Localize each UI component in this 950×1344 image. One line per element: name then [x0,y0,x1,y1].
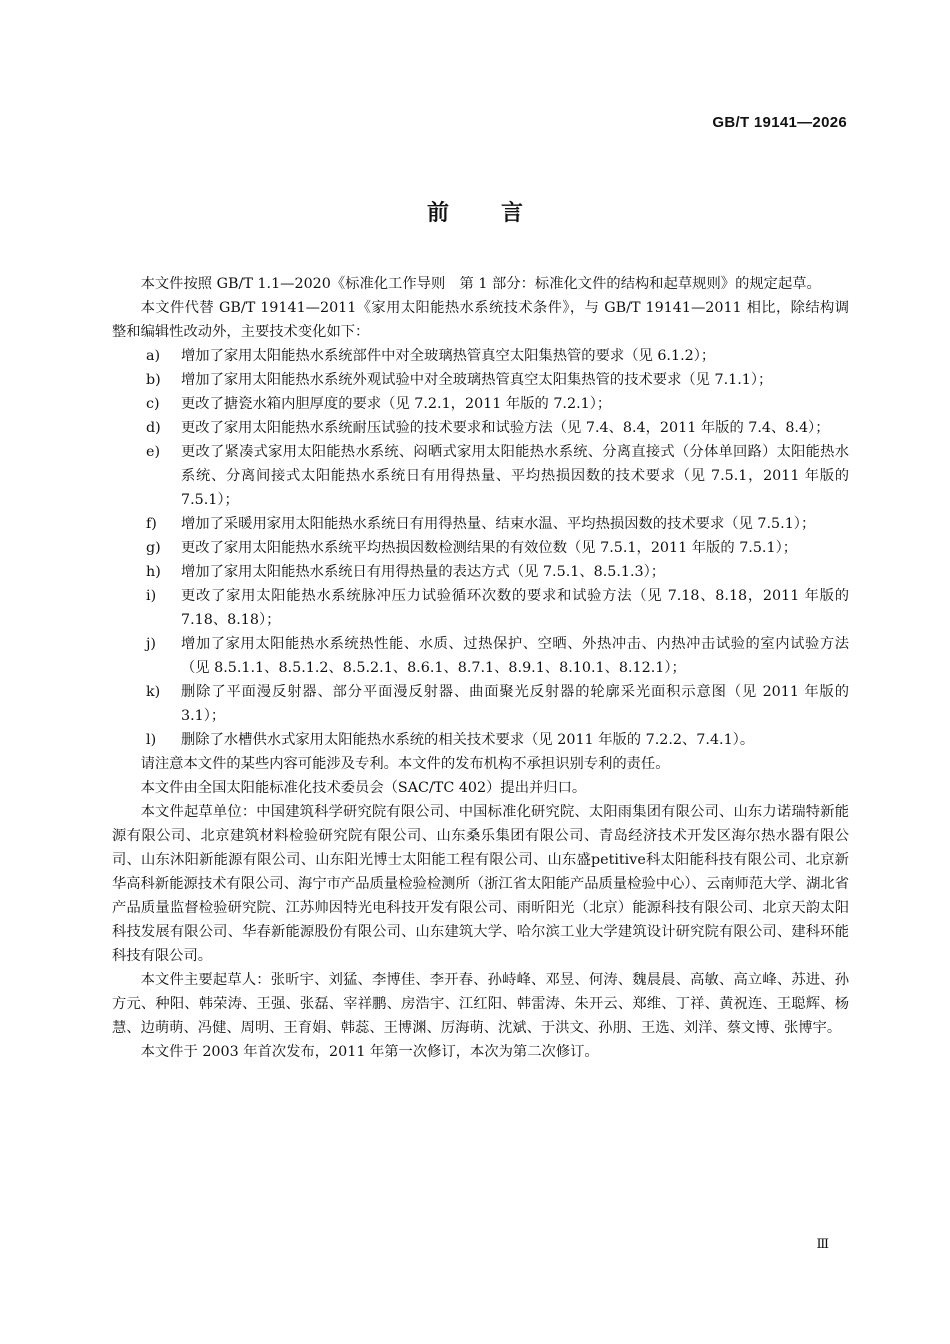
paragraph-history: 本文件于 2003 年首次发布，2011 年第一次修订，本次为第二次修订。 [140,1044,599,1060]
list-text: 更改了家用太阳能热水系统脉冲压力试验循环次数的要求和试验方法（见 7.18、8.18，2011 年版的 7.18、8.18）； [181,588,849,628]
list-text: 增加了家用太阳能热水系统外观试验中对全玻璃热管真空太阳集热管的技术要求（见 7.1.1）； [181,372,773,388]
list-text: 增加了家用太阳能热水系统日有用得热量的表达方式（见 7.5.1、8.5.1.3）； [181,564,666,580]
list-item [112,512,849,536]
list-text: 更改了搪瓷水箱内胆厚度的要求（见 7.2.1，2011 年版的 7.2.1）； [181,396,612,412]
paragraph-drafting-units: 本文件起草单位：中国建筑科学研究院有限公司、中国标准化研究院、太阳雨集团有限公司、山东力诺瑞特新能源有限公司、北京建筑材料检验研究院有限公司、山东桑乐集团有限公司、青岛经济技术开发区海尔热水器有限公司、山东沐阳新能源有限公司、山东阳光博士太阳能工程有限公司、山东盛petitive科太阳能科技有限公司、北京新华高科新能源技术有限公司、海宁市产品质量检验检测所（浙江省太阳能产品质量检验中心）、云南师范大学、湖北省产品质量监督检验研究院、江苏帅因特光电科技开发有限公司、雨昕阳光（北京）能源科技有限公司、北京天韵太阳科技发展有限公司、华春新能源股份有限公司、山东建筑大学、哈尔滨工业大学建筑设计研究院有限公司、建科环能科技有限公司。 [112,804,849,964]
list-marker: i) [146,588,157,604]
paragraph-replacement: 本文件代替 GB/T 19141—2011《家用太阳能热水系统技术条件》，与 GB/T 19141—2011 相比，除结构调整和编辑性改动外，主要技术变化如下： [112,300,849,340]
list-item [112,560,849,584]
list-item [112,440,849,512]
paragraph-proposer: 本文件由全国太阳能标准化技术委员会（SAC/TC 402）提出并归口。 [140,780,587,796]
paragraph-patent-notice: 请注意本文件的某些内容可能涉及专利。本文件的发布机构不承担识别专利的责任。 [140,756,670,772]
list-text: 增加了家用太阳能热水系统热性能、水质、过热保护、空晒、外热冲击、内热冲击试验的室内试验方法（见 8.5.1.1、8.5.1.2、8.5.2.1、8.6.1、8.7.1、8.9.1、8.10.1、8.12.1）； [181,636,849,676]
list-text: 增加了采暖用家用太阳能热水系统日有用得热量、结束水温、平均热损因数的技术要求（见 7.5.1）； [181,516,816,532]
list-marker: c) [146,396,160,412]
change-list [112,344,849,752]
list-item [112,536,849,560]
list-text: 删除了水槽供水式家用太阳能热水系统的相关技术要求（见 2011 年版的 7.2.2、7.4.1）。 [181,732,755,748]
list-marker: b) [146,372,161,388]
document-code: GB/T 19141—2026 [712,114,847,131]
list-item [112,416,849,440]
list-text: 删除了平面漫反射器、部分平面漫反射器、曲面聚光反射器的轮廓采光面积示意图（见 2011 年版的 3.1）； [181,684,849,724]
list-item [112,680,849,728]
list-text: 更改了家用太阳能热水系统平均热损因数检测结果的有效位数（见 7.5.1，2011 年版的 7.5.1）； [181,540,798,556]
page-number: Ⅲ [816,1237,829,1252]
list-marker: j) [146,636,157,652]
list-marker: a) [146,348,161,364]
preface-body [112,272,849,1064]
list-marker: h) [146,564,161,580]
list-text: 增加了家用太阳能热水系统部件中对全玻璃热管真空太阳集热管的要求（见 6.1.2）； [181,348,716,364]
list-item [112,632,849,680]
list-marker: k) [146,684,161,700]
list-item [112,728,849,752]
page-title: 前言 [426,201,575,226]
list-text: 更改了家用太阳能热水系统耐压试验的技术要求和试验方法（见 7.4、8.4，2011 年版的 7.4、8.4）； [181,420,830,436]
list-item [112,344,849,368]
list-item [112,392,849,416]
paragraph-drafting-rules: 本文件按照 GB/T 1.1—2020《标准化工作导则 第 1 部分：标准化文件的结构和起草规则》的规定起草。 [140,276,821,292]
list-item [112,584,849,632]
list-item [112,368,849,392]
list-marker: g) [146,540,161,556]
list-marker: e) [146,444,161,460]
paragraph-drafters: 本文件主要起草人：张昕宇、刘猛、李博佳、李开春、孙峙峰、邓昱、何涛、魏晨晨、高敏、高立峰、苏进、孙方元、种阳、韩荣涛、王强、张磊、宰祥鹏、房浩宇、江红阳、韩雷涛、朱开云、郑维、丁祥、黄祝连、王聪辉、杨慧、边萌萌、冯健、周明、王育娟、韩蕊、王博渊、厉海萌、沈斌、于洪文、孙朋、王选、刘洋、蔡文博、张博宇。 [112,972,849,1036]
list-marker: l) [146,732,157,748]
list-marker: f) [146,516,157,532]
list-text: 更改了紧凑式家用太阳能热水系统、闷晒式家用太阳能热水系统、分离直接式（分体单回路）太阳能热水系统、分离间接式太阳能热水系统日有用得热量、平均热损因数的技术要求（见 7.5.1，2011 年版的 7.5.1）； [181,444,849,508]
list-marker: d) [146,420,161,436]
